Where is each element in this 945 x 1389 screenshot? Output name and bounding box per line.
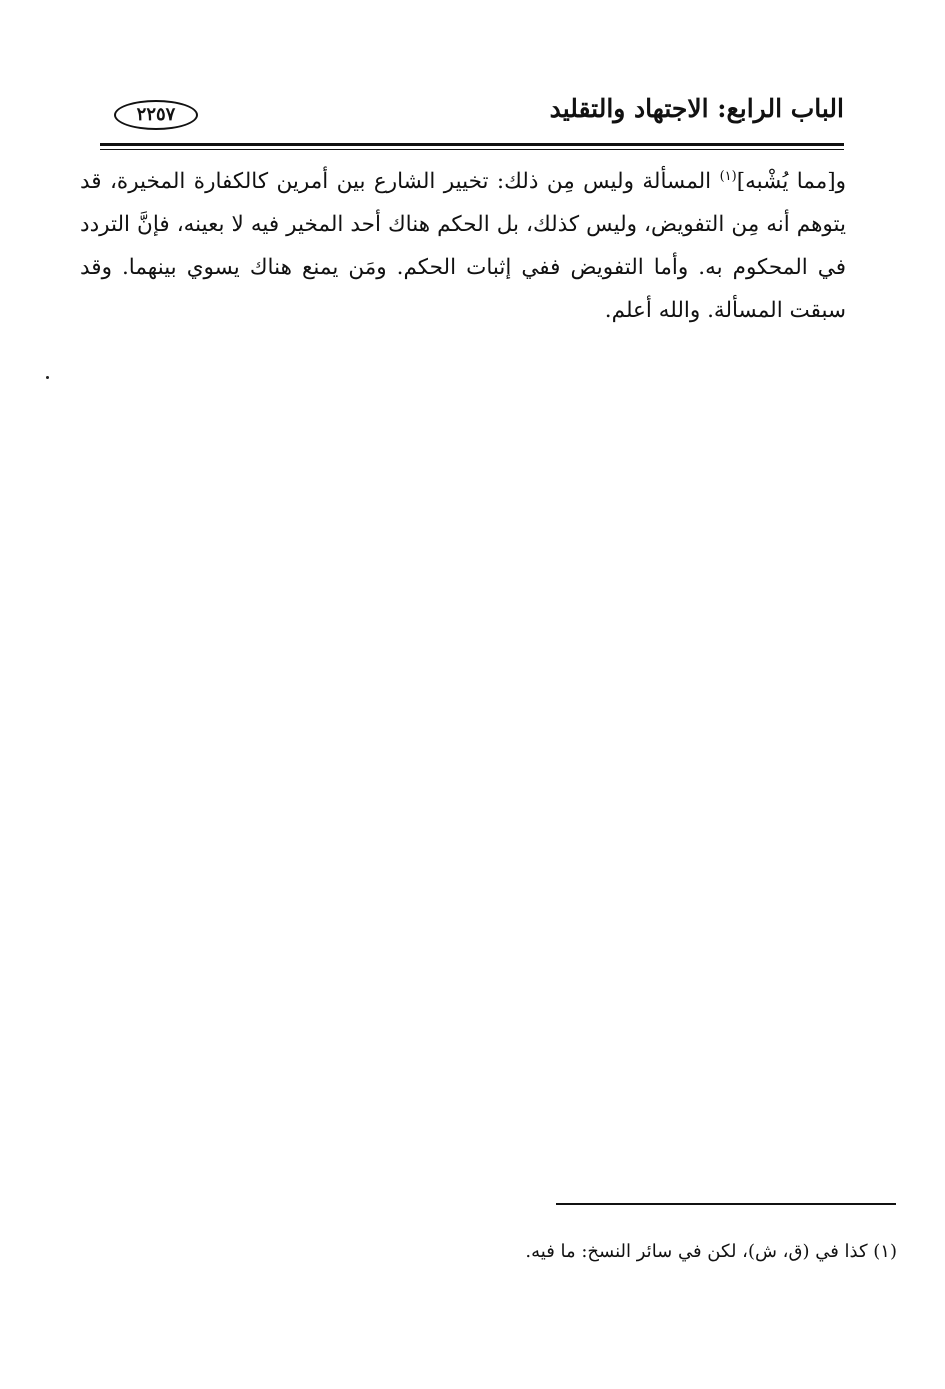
footnote-separator <box>556 1203 896 1205</box>
header-rule-thin <box>100 149 844 150</box>
page-number: ٢٢٥٧ <box>136 104 176 125</box>
footnote: (١) كذا في (ق، ش)، لكن في سائر النسخ: ما فيه. <box>525 1241 897 1262</box>
page-header <box>100 92 844 132</box>
header-rule-thick <box>100 143 844 146</box>
page-number-badge <box>114 100 198 130</box>
stray-mark <box>46 376 49 379</box>
main-paragraph <box>80 160 846 332</box>
paragraph-text: المسألة وليس مِن ذلك: تخيير الشارع بين أمرين كالكفارة المخيرة، قد يتوهم أنه مِن التفويض، وليس كذلك، بل الحكم هناك أحد المخير فيه لا بعينه، فإنَّ التردد في المحكوم به. وأما التفويض ففي إثبات الحكم. ومَن يمنع هناك يسوي بينهما. وقد سبقت المسألة. والله أعلم. <box>80 169 846 323</box>
paragraph-lead: و[مما يُشْبه] <box>736 169 846 194</box>
footnote-reference[interactable]: (١) <box>719 168 737 184</box>
chapter-title: الباب الرابع: الاجتهاد والتقليد <box>549 94 844 123</box>
